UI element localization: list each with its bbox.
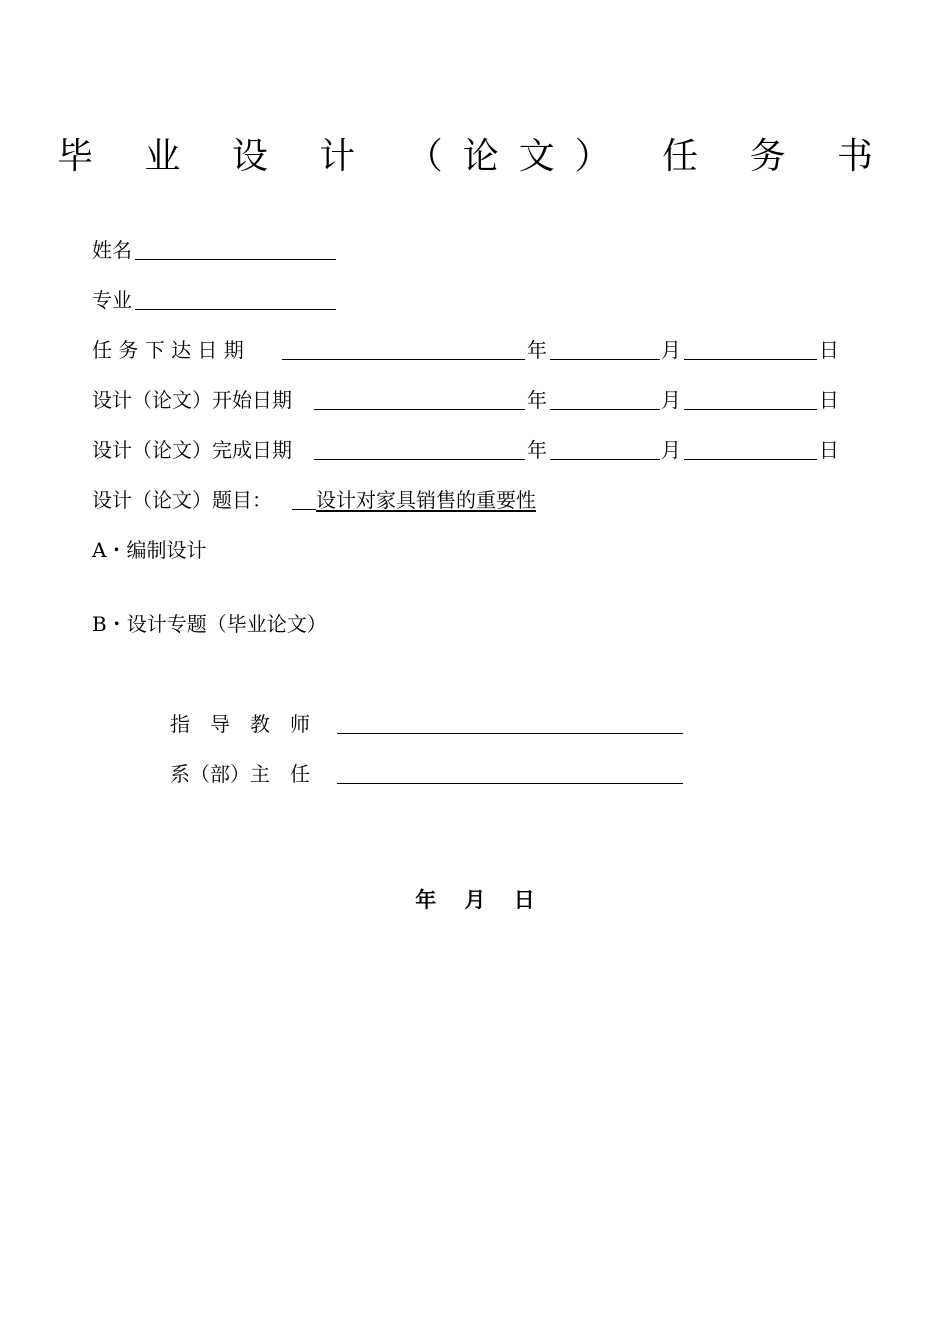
assign-month-unit: 月 — [661, 338, 681, 362]
bottom-date: 年 月 日 — [415, 887, 535, 912]
finish-day-unit: 日 — [819, 438, 839, 462]
start-year-field[interactable] — [314, 409, 525, 410]
major-row — [92, 288, 392, 318]
finish-year-unit: 年 — [527, 438, 547, 462]
finish-month-unit: 月 — [661, 438, 681, 462]
major-label: 专业 — [92, 288, 132, 312]
assign-date-label: 任 务 下 达 日 期 — [92, 338, 244, 362]
advisor-label: 指 导 教 师 — [170, 712, 310, 736]
dept-head-label: 系（部）主 任 — [170, 762, 310, 786]
section-b: B・设计专题（毕业论文） — [92, 612, 327, 636]
section-a-row — [92, 538, 392, 568]
topic-label: 设计（论文）题目： — [92, 488, 272, 512]
finish-month-field[interactable] — [550, 459, 660, 460]
dept-head-field[interactable] — [337, 783, 683, 784]
assign-year-field[interactable] — [282, 359, 525, 360]
dept-head-row — [170, 762, 690, 792]
advisor-row — [170, 712, 690, 742]
topic-row — [92, 488, 592, 518]
assign-month-field[interactable] — [550, 359, 660, 360]
assign-year-unit: 年 — [527, 338, 547, 362]
start-month-unit: 月 — [661, 388, 681, 412]
topic-value[interactable]: 设计对家具销售的重要性 — [316, 488, 536, 512]
advisor-field[interactable] — [337, 733, 683, 734]
topic-underline-lead — [292, 509, 316, 510]
assign-date-row — [92, 338, 852, 368]
start-date-row — [92, 388, 852, 418]
start-day-field[interactable] — [684, 409, 817, 410]
name-row — [92, 238, 392, 268]
start-month-field[interactable] — [550, 409, 660, 410]
finish-date-row — [92, 438, 852, 468]
assign-day-field[interactable] — [684, 359, 817, 360]
name-label: 姓名 — [92, 238, 132, 262]
start-year-unit: 年 — [527, 388, 547, 412]
start-day-unit: 日 — [819, 388, 839, 412]
section-b-row — [92, 612, 492, 642]
name-field[interactable] — [135, 259, 336, 260]
section-a: A・编制设计 — [92, 538, 207, 562]
assign-day-unit: 日 — [819, 338, 839, 362]
document-title: 毕 业 设 计 （论文） 任 务 书 — [56, 136, 894, 177]
finish-year-field[interactable] — [314, 459, 525, 460]
finish-day-field[interactable] — [684, 459, 817, 460]
start-date-label: 设计（论文）开始日期 — [92, 388, 292, 412]
finish-date-label: 设计（论文）完成日期 — [92, 438, 292, 462]
major-field[interactable] — [135, 309, 336, 310]
